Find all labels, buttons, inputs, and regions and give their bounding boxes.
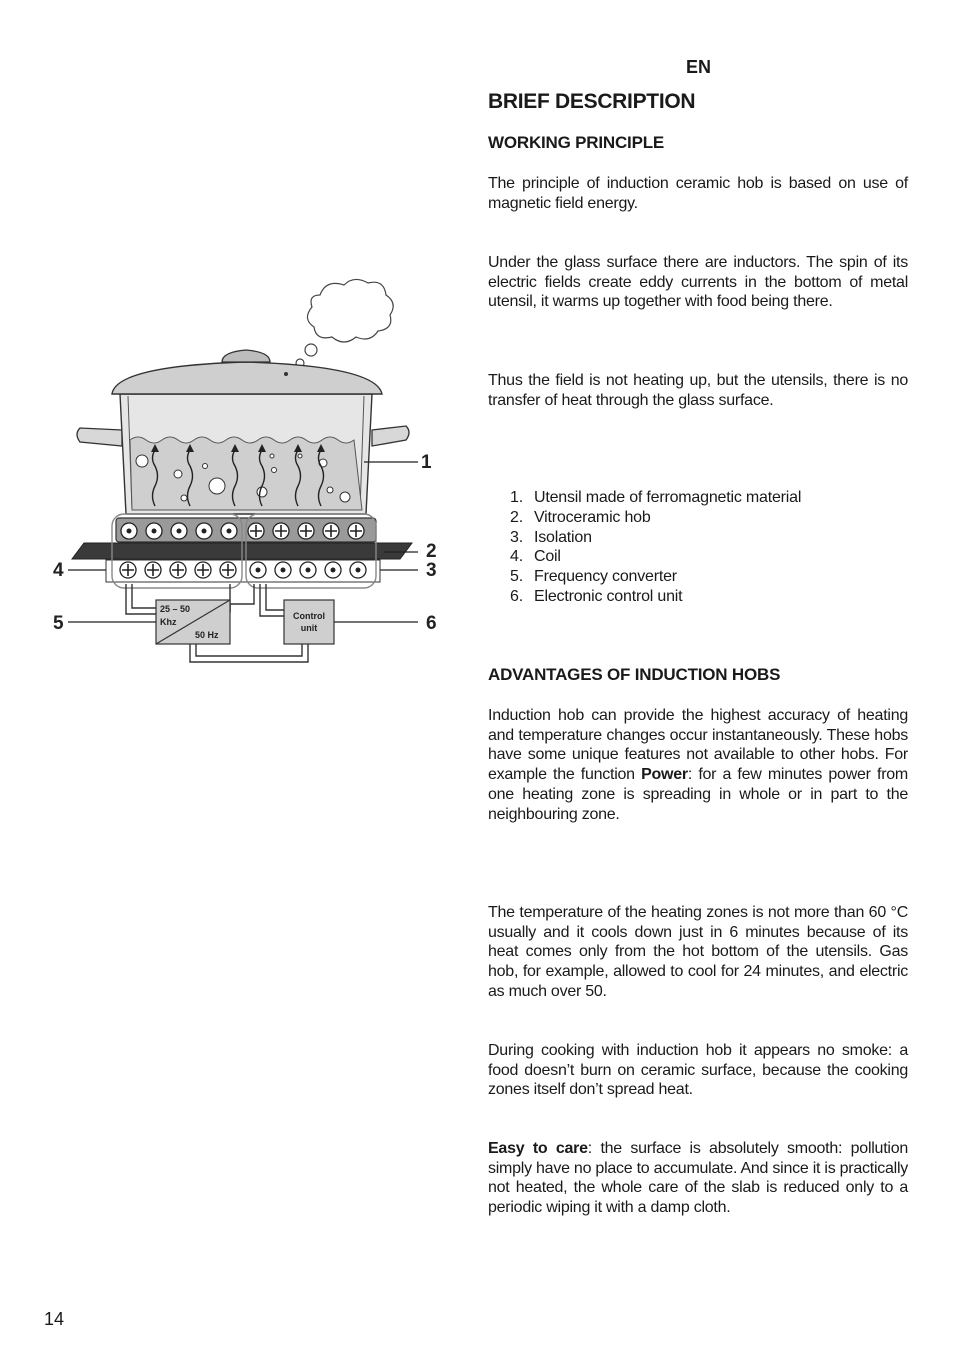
converter-unit-label: Khz <box>160 617 177 627</box>
paragraph-principle: The principle of induction ceramic hob is based on use of magnetic field energy. <box>488 175 908 212</box>
paragraph-easy-care: Easy to care: the surface is absolutely smooth: pollution simply have no place to accumulate. And since it is practically not heated, the whole care of the slab is reduced only to a periodic wiping it with a damp cloth. <box>488 1140 909 1217</box>
paragraph-temperature: The temperature of the heating zones is not more than 60 °C usually and it cools down just in 6 minutes because of its heat comes only from the hot bottom of the utensils. Gas hob, for example, allowed to cool for 24 minutes, and electric as much over 50. <box>488 904 908 1000</box>
language-code: EN <box>686 57 712 77</box>
callout-4: 4 <box>53 560 64 581</box>
inductor-coils <box>106 560 380 582</box>
paragraph-accuracy: Induction hob can provide the highest accuracy of heating and temperature changes occur instantaneously. These hobs have some unique features not available to other hobs. For example the function Power: for a few minutes power from one heating zone is spreading in whole or in part to the neighbouring zone. <box>488 707 908 823</box>
component-legend <box>510 488 801 607</box>
callout-3: 3 <box>426 560 437 581</box>
legend-item: 3. Isolation <box>510 528 592 546</box>
frequency-converter <box>156 600 230 644</box>
steam-cloud-icon <box>290 279 394 374</box>
legend-item: 1. Utensil made of ferromagnetic material <box>510 489 802 506</box>
section-heading-working-principle: WORKING PRINCIPLE <box>488 133 665 152</box>
paragraph-no-transfer: Thus the field is not heating up, but the utensils, there is no transfer of heat through the glass surface. <box>488 372 908 409</box>
legend-item: 6. Electronic control unit <box>510 587 683 605</box>
callout-1: 1 <box>421 452 432 473</box>
callout-6: 6 <box>426 613 437 634</box>
legend-item: 2. Vitroceramic hob <box>510 508 651 526</box>
utensil-pot <box>77 350 409 514</box>
converter-frequency-label: 25 – 50 <box>160 604 191 614</box>
control-unit <box>284 600 334 644</box>
induction-hob-diagram <box>40 270 450 670</box>
control-unit-label-2: unit <box>300 623 318 633</box>
converter-mains-label: 50 Hz <box>195 630 219 640</box>
paragraph-no-smoke: During cooking with induction hob it appears no smoke: a food doesn’t burn on ceramic surface, because the cooking zones itself don’t spread heat. <box>488 1042 908 1099</box>
paragraph-inductors: Under the glass surface there are inductors. The spin of its electric fields create eddy currents in the bottom of metal utensil, it warms up together with food being there. <box>488 254 908 311</box>
section-heading-advantages: ADVANTAGES OF INDUCTION HOBS <box>488 665 781 684</box>
page-title: BRIEF DESCRIPTION <box>488 90 696 113</box>
control-unit-label-1: Control <box>293 611 325 621</box>
page-number: 14 <box>44 1309 65 1329</box>
legend-item: 4. Coil <box>510 548 561 566</box>
callout-2: 2 <box>426 541 437 562</box>
callout-5: 5 <box>53 613 64 634</box>
legend-item: 5. Frequency converter <box>510 568 677 586</box>
